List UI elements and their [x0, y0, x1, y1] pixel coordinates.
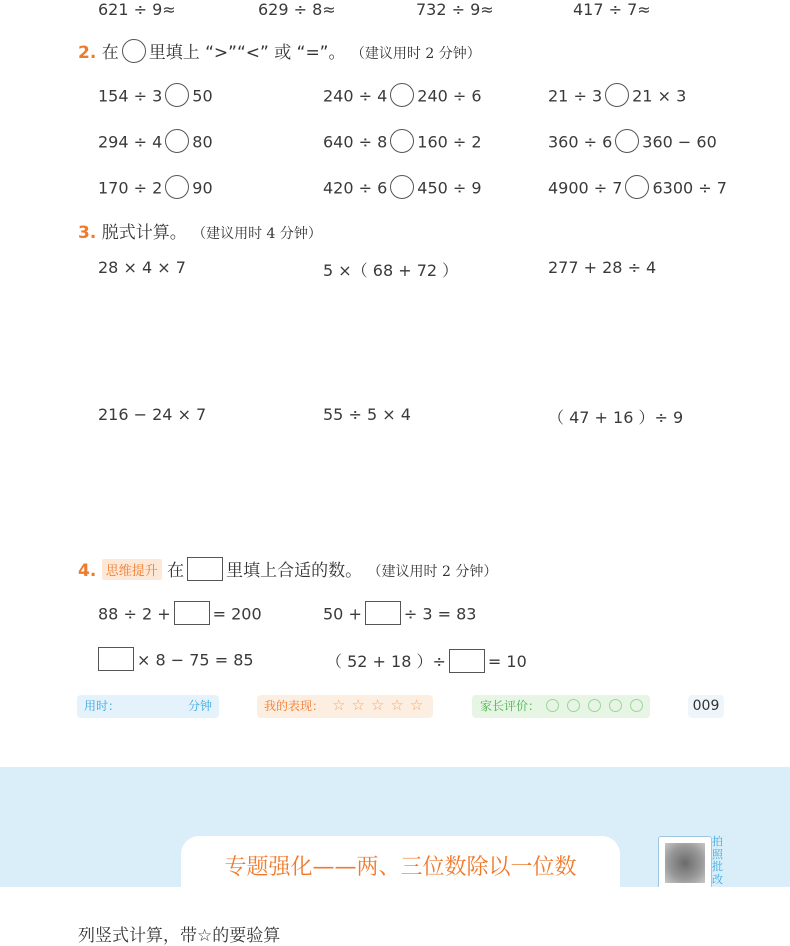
q3-number: 3. [78, 223, 97, 243]
qr-code-frame[interactable] [658, 836, 712, 890]
q4-number: 4. [78, 561, 97, 581]
q2-text-after: 里填上 “>”“<” 或 “=”。 [148, 43, 346, 63]
eq-left: 88 ÷ 2 + [98, 604, 171, 624]
q2-item [98, 177, 213, 201]
answer-circle[interactable] [615, 129, 639, 153]
page-number: 009 [688, 695, 724, 718]
q3-expression: 28 × 4 × 7 [98, 258, 186, 277]
q2-item [323, 85, 482, 109]
smiley-icon[interactable] [630, 699, 643, 712]
expr-left: 294 ÷ 4 [98, 132, 163, 152]
expr-right: 360 − 60 [642, 132, 717, 152]
q3-hint: （建议用时 4 分钟） [192, 226, 322, 242]
smiley-rating[interactable] [542, 695, 647, 718]
eq-left: 50 + [323, 604, 362, 624]
smiley-icon[interactable] [609, 699, 622, 712]
q3-expression: 277 + 28 ÷ 4 [548, 258, 657, 277]
smiley-icon[interactable] [588, 699, 601, 712]
top-item-4: 417 ÷ 7≈ [573, 0, 651, 19]
parent-bar [472, 695, 650, 718]
q4-heading [78, 556, 497, 583]
q2-item [323, 177, 482, 201]
scan-label: 拍照批改 [712, 835, 723, 886]
expr-right: 90 [192, 178, 213, 198]
q2-item [323, 131, 482, 155]
q4-text-after: 里填上合适的数。 [226, 561, 363, 581]
eq-right: × 8 − 75 = 85 [137, 650, 254, 670]
q3-heading [78, 218, 322, 243]
time-bar [77, 695, 219, 718]
expr-right: 21 × 3 [632, 86, 687, 106]
expr-left: 4900 ÷ 7 [548, 178, 623, 198]
answer-box[interactable] [98, 647, 134, 671]
q4-hint: （建议用时 2 分钟） [367, 564, 498, 580]
eq-right: ÷ 3 = 83 [403, 604, 477, 624]
answer-circle[interactable] [390, 83, 414, 107]
challenge-tag: 思维提升 [102, 559, 162, 580]
eq-right: = 10 [487, 652, 527, 671]
q3-expression: 5 ×（ 68 + 72 ） [323, 261, 459, 280]
qr-code-icon [665, 843, 705, 883]
answer-circle[interactable] [605, 83, 629, 107]
star-icon[interactable]: ☆ [409, 696, 424, 714]
time-unit: 分钟 [187, 699, 212, 713]
q3-expression: 216 − 24 × 7 [98, 405, 207, 424]
expr-right: 50 [192, 86, 213, 106]
q2-item [548, 85, 686, 109]
q2-heading [78, 38, 481, 65]
star-icon[interactable]: ☆ [390, 696, 404, 714]
star-rating[interactable] [329, 694, 426, 718]
next-instruction: 列竖式计算，带☆的要验算 [78, 926, 281, 946]
top-item-2: 629 ÷ 8≈ [258, 0, 336, 19]
expr-right: 240 ÷ 6 [417, 86, 482, 106]
answer-circle[interactable] [390, 175, 414, 199]
q4-equation [326, 649, 527, 675]
q2-item [98, 131, 213, 155]
q2-item [548, 131, 717, 155]
blank-box-icon [187, 557, 223, 581]
compare-circle-icon [122, 39, 146, 63]
q2-hint: （建议用时 2 分钟） [350, 46, 481, 62]
eq-right: = 200 [212, 604, 262, 624]
performance-bar [257, 695, 433, 718]
expr-left: 170 ÷ 2 [98, 178, 163, 198]
answer-box[interactable] [174, 601, 210, 625]
time-label: 用时： [84, 699, 121, 713]
expr-left: 640 ÷ 8 [323, 132, 388, 152]
q2-item [548, 177, 727, 201]
expr-left: 240 ÷ 4 [323, 86, 388, 106]
expr-left: 21 ÷ 3 [548, 86, 603, 106]
top-item-1: 621 ÷ 9≈ [98, 0, 176, 19]
star-icon[interactable]: ☆ [351, 696, 365, 714]
star-icon[interactable]: ☆ [370, 696, 385, 714]
expr-right: 450 ÷ 9 [417, 178, 482, 198]
q2-item [98, 85, 213, 109]
eq-left: （ 52 + 18 ）÷ [326, 652, 446, 671]
expr-right: 80 [192, 132, 213, 152]
expr-left: 154 ÷ 3 [98, 86, 163, 106]
q2-number: 2. [78, 43, 97, 63]
q4-equation [95, 649, 254, 673]
smiley-icon[interactable] [546, 699, 559, 712]
q3-title: 脱式计算。 [101, 223, 187, 243]
top-item-3: 732 ÷ 9≈ [416, 0, 494, 19]
q4-text-before: 在 [167, 561, 185, 581]
answer-circle[interactable] [390, 129, 414, 153]
q2-text-before: 在 [101, 43, 119, 63]
q3-expression: （ 47 + 16 ）÷ 9 [548, 408, 684, 427]
answer-circle[interactable] [165, 175, 189, 199]
smiley-icon[interactable] [567, 699, 580, 712]
answer-box[interactable] [449, 649, 485, 673]
section-title: 专题强化——两、三位数除以一位数 [224, 855, 577, 880]
expr-right: 6300 ÷ 7 [652, 178, 727, 198]
answer-circle[interactable] [625, 175, 649, 199]
expr-left: 420 ÷ 6 [323, 178, 388, 198]
performance-label: 我的表现： [264, 699, 325, 713]
q3-expression: 55 ÷ 5 × 4 [323, 405, 411, 424]
star-icon[interactable]: ☆ [332, 696, 346, 714]
q4-equation [323, 603, 476, 627]
expr-right: 160 ÷ 2 [417, 132, 482, 152]
answer-circle[interactable] [165, 83, 189, 107]
q4-equation [98, 603, 262, 627]
expr-left: 360 ÷ 6 [548, 132, 613, 152]
answer-box[interactable] [365, 601, 401, 625]
answer-circle[interactable] [165, 129, 189, 153]
parent-label: 家长评价： [480, 699, 541, 713]
